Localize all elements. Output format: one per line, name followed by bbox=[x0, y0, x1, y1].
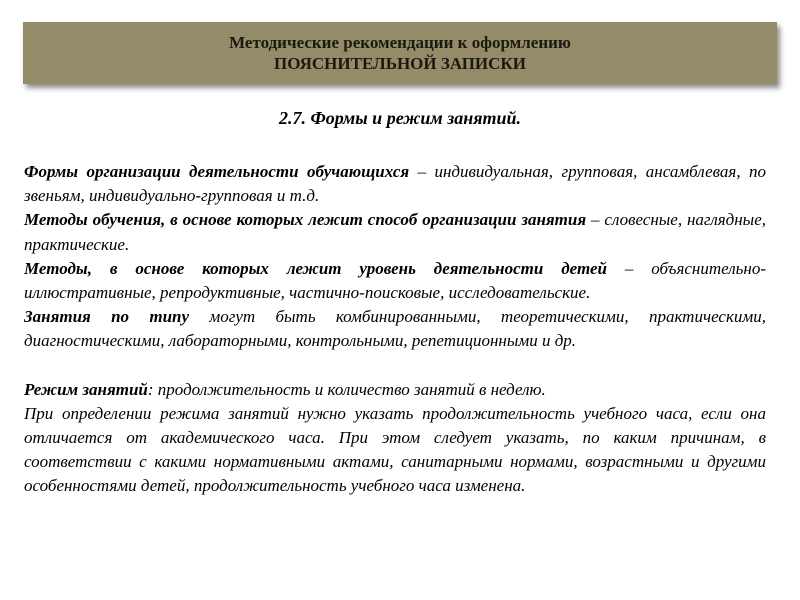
paragraph-term: Методы, в основе которых лежит уровень деятельности детей bbox=[24, 258, 607, 278]
paragraph-term: Занятия по типу bbox=[24, 307, 190, 327]
banner-title-line1: Методические рекомендации к оформлению bbox=[229, 33, 571, 52]
paragraph-text: могут быть комбинированными, теоретическими, практическими, диагностическими, лабораторными, контрольными, репетиционными и др. bbox=[24, 307, 766, 351]
paragraph-lesson-types bbox=[24, 305, 766, 353]
paragraph-text: – объяснительно-иллюстративные, репродуктивные, частично-поисковые, исследовательские. bbox=[24, 258, 766, 303]
paragraph-text: – словесные, наглядные, практические. bbox=[24, 210, 766, 254]
paragraph-term: Режим занятий bbox=[24, 379, 148, 399]
paragraph-methods-organization bbox=[24, 208, 766, 256]
paragraph-term: Методы обучения, в основе которых лежит способ организации занятия bbox=[24, 210, 587, 230]
paragraph-text: – индивидуальная, групповая, ансамблевая, по звеньям, индивидуально-групповая и т.д. bbox=[24, 162, 767, 206]
content-body bbox=[24, 160, 766, 499]
paragraph-spacer bbox=[24, 354, 766, 378]
paragraph-term: Формы организации деятельности обучающихся bbox=[24, 162, 410, 181]
paragraph-methods-level bbox=[24, 257, 766, 305]
header-banner bbox=[23, 22, 777, 84]
paragraph-forms bbox=[24, 160, 766, 208]
paragraph-regime bbox=[24, 378, 766, 402]
section-title: 2.7. Формы и режим занятий. bbox=[278, 108, 522, 128]
banner-title-line2: ПОЯСНИТЕЛЬНОЙ ЗАПИСКИ bbox=[274, 54, 526, 73]
paragraph-text: : продолжительность и количество занятий в неделю. bbox=[147, 379, 546, 399]
paragraph-regime-note: При определении режима занятий нужно указать продолжительность учебного часа, если она отличается от академического часа. При этом следует указать, по каким причинам, в соответствии с какими нормативными актами, санитарными нормами, возрастными и другими особенностями детей, продолжительность учебного часа изменена. bbox=[24, 403, 766, 496]
